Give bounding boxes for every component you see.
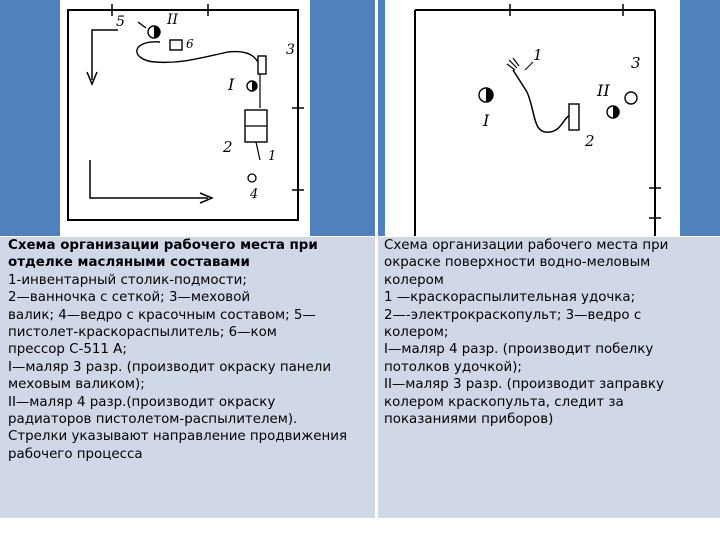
leader-line [256, 142, 260, 160]
label-4: 4 [250, 187, 259, 202]
hose [527, 92, 569, 132]
left-caption-line: II—маляр 4 разр.(производит окраску [8, 394, 276, 410]
paint-bucket [248, 174, 256, 182]
right-caption-line: колером краскопульта, следит за [384, 394, 624, 410]
leader-line [525, 62, 533, 70]
whitewash-diagram-svg [385, 0, 680, 236]
compressor [170, 40, 182, 50]
right-caption-line: окраске поверхности водно-меловым [384, 255, 651, 271]
paint-bucket [625, 92, 637, 104]
whitewash-workplace-diagram [385, 0, 680, 236]
label-1: 1 [533, 46, 543, 64]
right-caption-line: колером; [384, 325, 449, 341]
label-2: 2 [223, 138, 233, 156]
label-3: 3 [286, 42, 295, 58]
direction-arrow [90, 160, 208, 198]
spray-pole [513, 70, 527, 92]
right-caption-line: 1 —краскораспылительная удочка; [384, 290, 636, 306]
air-hose [137, 42, 258, 63]
left-caption [0, 237, 375, 518]
right-caption-line: Схема организации рабочего места при [384, 238, 669, 253]
right-caption-line: колером [384, 272, 444, 288]
oil-finishing-workplace-diagram [60, 0, 310, 236]
left-caption-line: 2—ванночка с сеткой; 3—меховой [8, 290, 251, 306]
label-3: 3 [631, 54, 641, 72]
right-caption-line: показаниями приборов) [384, 412, 554, 428]
right-caption-line: потолков удочкой); [384, 359, 522, 375]
left-caption-line: Стрелки указывают направление продвижения [8, 429, 348, 445]
label-I: I [483, 111, 490, 130]
label-1: 1 [268, 149, 277, 164]
left-caption-line: пистолет-краскораспылитель; 6—ком [8, 325, 277, 341]
oil-finishing-diagram-svg [60, 0, 310, 236]
left-caption-line: радиаторов пистолетом-распылителем). [8, 412, 298, 428]
left-caption-line: прессор С-511 А; [8, 342, 127, 358]
fur-roller [258, 56, 266, 74]
left-caption-title: Схема организации рабочего места при отделке масляными составами [8, 238, 318, 271]
left-caption-line: 1-инвентарный столик-подмости; [8, 272, 247, 288]
right-caption-line: II—маляр 3 разр. (производит заправку [384, 377, 664, 393]
label-II: II [597, 81, 610, 100]
label-I: I [228, 75, 235, 94]
left-caption-line: меховым валиком); [8, 377, 145, 393]
right-caption-line: 2—-электрокраскопульт; 3—ведро с [384, 307, 642, 323]
label-5: 5 [116, 14, 125, 30]
label-6: 6 [186, 37, 194, 51]
spray-gun [138, 22, 146, 28]
label-2: 2 [585, 132, 595, 150]
left-caption-line: рабочего процесса [8, 446, 143, 462]
left-caption-line: I—маляр 3 разр. (производит окраску панели [8, 359, 332, 375]
spray-nozzle [507, 58, 519, 70]
left-caption-line: валик; 4—ведро с красочным составом; 5— [8, 307, 316, 323]
label-II: II [167, 12, 179, 28]
electric-sprayer [569, 104, 579, 130]
right-caption-line: I—маляр 4 разр. (производит побелку [384, 342, 654, 358]
direction-arrow [92, 30, 118, 80]
right-caption [378, 237, 720, 518]
worker-I-half [486, 88, 493, 102]
